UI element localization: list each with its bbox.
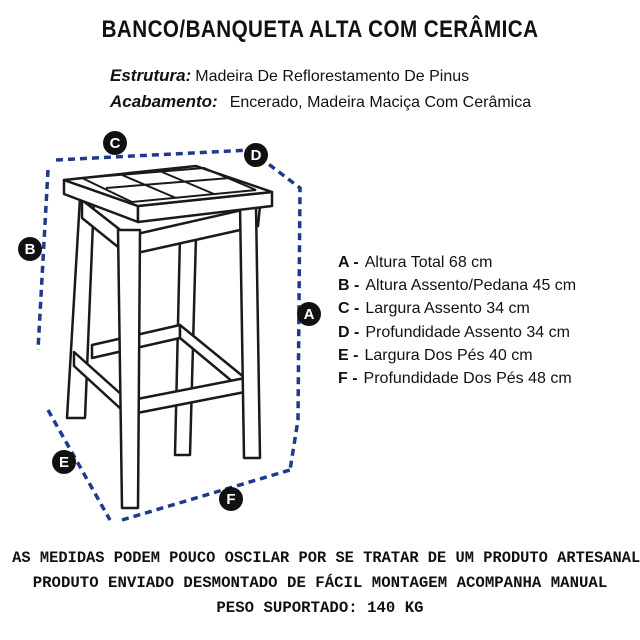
dimension-letter: D - <box>338 323 360 341</box>
spec-estrutura-value: Madeira De Reflorestamento De Pinus <box>195 68 470 85</box>
footer-note-assembly: PRODUTO ENVIADO DESMONTADO DE FÁCIL MONTAGEM ACOMPANHA MANUAL <box>32 574 608 592</box>
dimension-text: Profundidade Assento 34 cm <box>365 323 570 341</box>
front-left-leg <box>118 230 140 508</box>
product-title: BANCO/BANQUETA ALTA COM CERÂMICA <box>101 16 539 43</box>
badge-a-label: A <box>303 306 315 323</box>
dimension-text: Largura Dos Pés 40 cm <box>364 346 533 364</box>
dimension-line-b <box>38 170 48 350</box>
badge-d-label: D <box>250 147 262 164</box>
dimension-item-a <box>338 251 576 274</box>
badge-c-label: C <box>109 135 121 152</box>
badge-f <box>219 487 243 511</box>
dimension-item-c <box>338 297 576 320</box>
dimension-letter: A - <box>338 254 359 271</box>
dimension-item-f <box>338 367 576 390</box>
dimension-letter: F - <box>338 369 358 387</box>
badge-a <box>297 302 321 326</box>
badge-b-label: B <box>24 241 36 258</box>
dimension-item-d <box>338 321 576 344</box>
spec-acabamento-value: Encerado, Madeira Maciça Com Cerâmica <box>229 94 532 111</box>
dimension-letter: E - <box>338 346 359 364</box>
badge-c <box>103 131 127 155</box>
dimension-list <box>338 251 576 390</box>
dimension-item-e <box>338 344 576 367</box>
dimension-item-b <box>338 274 576 297</box>
badge-b <box>18 237 42 261</box>
dimension-text: Altura Total 68 cm <box>364 254 493 271</box>
badge-d <box>244 143 268 167</box>
back-left-leg <box>67 198 94 418</box>
badge-e-label: E <box>58 454 70 471</box>
spec-acabamento-label: Acabamento: <box>110 92 218 111</box>
dimension-text: Largura Assento 34 cm <box>365 300 530 318</box>
dimension-line-f <box>122 470 290 520</box>
dimension-letter: B - <box>338 277 360 295</box>
dimension-line-c <box>56 150 250 160</box>
front-right-leg <box>240 206 260 458</box>
footer-note-measurements: AS MEDIDAS PODEM POUCO OSCILAR POR SE TRATAR DE UM PRODUTO ARTESANAL <box>12 549 640 567</box>
footer-note-weight: PESO SUPORTADO: 140 KG <box>216 599 424 617</box>
badge-f-label: F <box>226 491 236 508</box>
dimension-letter: C - <box>338 300 360 318</box>
dimension-text: Profundidade Dos Pés 48 cm <box>363 369 572 387</box>
dimension-text: Altura Assento/Pedana 45 cm <box>365 277 577 295</box>
stool-outline <box>64 166 272 508</box>
spec-estrutura-label: Estrutura: <box>110 66 192 85</box>
badge-e <box>52 450 76 474</box>
